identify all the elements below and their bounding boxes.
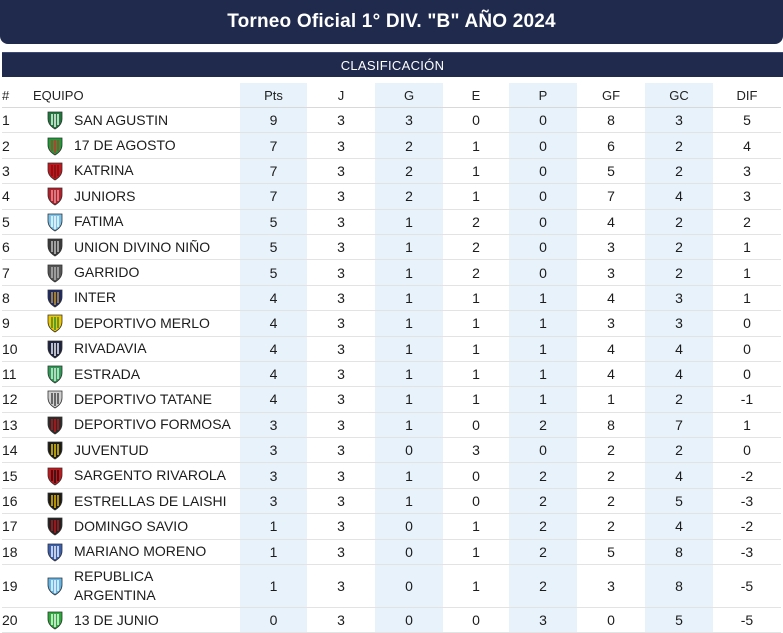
g-cell: 2	[375, 133, 443, 158]
e-cell: 2	[443, 260, 509, 285]
table-row	[2, 184, 781, 209]
table-row	[2, 412, 781, 437]
team-cell	[33, 209, 240, 234]
union-divino-nino-crest	[44, 236, 66, 258]
p-cell: 0	[509, 158, 577, 183]
gf-cell: 2	[577, 514, 645, 539]
j-cell: 3	[307, 412, 375, 437]
header-gf: GF	[577, 83, 645, 108]
gf-cell: 3	[577, 260, 645, 285]
dif-cell: -2	[713, 463, 781, 488]
gf-cell: 5	[577, 539, 645, 564]
p-cell: 0	[509, 209, 577, 234]
e-cell: 1	[443, 514, 509, 539]
team-cell	[33, 514, 240, 539]
dif-cell: -5	[713, 608, 781, 633]
team-name: INTER	[74, 289, 116, 306]
e-cell: 1	[443, 539, 509, 564]
pts-cell: 3	[240, 463, 307, 488]
j-cell: 3	[307, 260, 375, 285]
g-cell: 1	[375, 209, 443, 234]
pts-cell: 3	[240, 438, 307, 463]
e-cell: 1	[443, 361, 509, 386]
header-p: P	[509, 83, 577, 108]
gf-cell: 0	[577, 608, 645, 633]
gc-cell: 2	[645, 234, 713, 259]
p-cell: 1	[509, 311, 577, 336]
p-cell: 2	[509, 565, 577, 608]
p-cell: 2	[509, 539, 577, 564]
gc-cell: 4	[645, 514, 713, 539]
e-cell: 1	[443, 184, 509, 209]
j-cell: 3	[307, 463, 375, 488]
juventud-crest	[44, 439, 66, 461]
gc-cell: 2	[645, 158, 713, 183]
p-cell: 2	[509, 412, 577, 437]
j-cell: 3	[307, 234, 375, 259]
e-cell: 2	[443, 234, 509, 259]
estrada-crest	[44, 363, 66, 385]
team-cell	[33, 158, 240, 183]
dif-cell: 1	[713, 260, 781, 285]
j-cell: 3	[307, 565, 375, 608]
dif-cell: -5	[713, 565, 781, 608]
e-cell: 1	[443, 285, 509, 310]
dif-cell: 5	[713, 108, 781, 133]
gf-cell: 5	[577, 158, 645, 183]
gc-cell: 3	[645, 108, 713, 133]
team-cell	[33, 387, 240, 412]
header-row	[2, 83, 781, 108]
e-cell: 0	[443, 463, 509, 488]
team-name: DOMINGO SAVIO	[74, 517, 189, 534]
gc-cell: 8	[645, 565, 713, 608]
gf-cell: 3	[577, 311, 645, 336]
gf-cell: 6	[577, 133, 645, 158]
republica-argentina-crest	[44, 575, 66, 597]
gf-cell: 3	[577, 234, 645, 259]
header-j: J	[307, 83, 375, 108]
team-cell	[33, 184, 240, 209]
pts-cell: 4	[240, 285, 307, 310]
p-cell: 1	[509, 336, 577, 361]
gc-cell: 2	[645, 387, 713, 412]
gf-cell: 8	[577, 108, 645, 133]
table-row	[2, 158, 781, 183]
position-cell: 5	[2, 209, 33, 234]
j-cell: 3	[307, 209, 375, 234]
j-cell: 3	[307, 336, 375, 361]
team-name: REPUBLICA ARGENTINA	[74, 568, 156, 604]
standings-table	[2, 83, 781, 633]
table-row	[2, 565, 781, 608]
p-cell: 2	[509, 463, 577, 488]
g-cell: 1	[375, 285, 443, 310]
gc-cell: 8	[645, 539, 713, 564]
e-cell: 1	[443, 387, 509, 412]
p-cell: 3	[509, 608, 577, 633]
gf-cell: 2	[577, 438, 645, 463]
san-agustin-crest	[44, 109, 66, 131]
p-cell: 0	[509, 133, 577, 158]
p-cell: 2	[509, 514, 577, 539]
gc-cell: 2	[645, 209, 713, 234]
estrellas-de-laishi-crest	[44, 490, 66, 512]
team-name: GARRIDO	[74, 264, 140, 281]
title-bar	[0, 0, 783, 44]
dif-cell: 3	[713, 184, 781, 209]
table-row	[2, 361, 781, 386]
gc-cell: 2	[645, 260, 713, 285]
dif-cell: 3	[713, 158, 781, 183]
gf-cell: 4	[577, 209, 645, 234]
table-row	[2, 608, 781, 633]
position-cell: 19	[2, 565, 33, 608]
team-cell	[33, 412, 240, 437]
g-cell: 1	[375, 336, 443, 361]
position-cell: 17	[2, 514, 33, 539]
position-cell: 12	[2, 387, 33, 412]
e-cell: 0	[443, 608, 509, 633]
gc-cell: 5	[645, 608, 713, 633]
mariano-moreno-crest	[44, 541, 66, 563]
g-cell: 1	[375, 260, 443, 285]
p-cell: 1	[509, 361, 577, 386]
g-cell: 2	[375, 158, 443, 183]
gc-cell: 4	[645, 463, 713, 488]
gc-cell: 2	[645, 438, 713, 463]
header-g: G	[375, 83, 443, 108]
pts-cell: 7	[240, 184, 307, 209]
team-cell	[33, 336, 240, 361]
e-cell: 0	[443, 488, 509, 513]
dif-cell: -1	[713, 387, 781, 412]
gf-cell: 4	[577, 361, 645, 386]
katrina-crest	[44, 160, 66, 182]
gc-cell: 5	[645, 488, 713, 513]
position-cell: 10	[2, 336, 33, 361]
e-cell: 3	[443, 438, 509, 463]
inter-crest	[44, 287, 66, 309]
g-cell: 1	[375, 387, 443, 412]
g-cell: 1	[375, 463, 443, 488]
team-name: FATIMA	[74, 213, 124, 230]
pts-cell: 0	[240, 608, 307, 633]
standings-body	[2, 108, 781, 633]
team-cell	[33, 285, 240, 310]
pts-cell: 7	[240, 133, 307, 158]
pts-cell: 5	[240, 209, 307, 234]
header-e: E	[443, 83, 509, 108]
j-cell: 3	[307, 387, 375, 412]
deportivo-tatane-crest	[44, 388, 66, 410]
j-cell: 3	[307, 539, 375, 564]
position-cell: 9	[2, 311, 33, 336]
gc-cell: 2	[645, 133, 713, 158]
e-cell: 1	[443, 336, 509, 361]
table-row	[2, 133, 781, 158]
position-cell: 18	[2, 539, 33, 564]
team-cell	[33, 488, 240, 513]
g-cell: 1	[375, 234, 443, 259]
team-name: SARGENTO RIVAROLA	[74, 467, 226, 484]
gc-cell: 3	[645, 311, 713, 336]
table-row	[2, 514, 781, 539]
header-gc: GC	[645, 83, 713, 108]
j-cell: 3	[307, 514, 375, 539]
17-de-agosto-crest	[44, 135, 66, 157]
table-row	[2, 234, 781, 259]
pts-cell: 7	[240, 158, 307, 183]
g-cell: 1	[375, 311, 443, 336]
gf-cell: 3	[577, 565, 645, 608]
domingo-savio-crest	[44, 515, 66, 537]
team-name: DEPORTIVO FORMOSA	[74, 416, 231, 433]
e-cell: 1	[443, 158, 509, 183]
section-bar	[2, 52, 783, 77]
team-cell	[33, 565, 240, 608]
rivadavia-crest	[44, 338, 66, 360]
p-cell: 2	[509, 488, 577, 513]
team-name: JUNIORS	[74, 187, 136, 204]
garrido-crest	[44, 262, 66, 284]
position-cell: 13	[2, 412, 33, 437]
dif-cell: 1	[713, 285, 781, 310]
j-cell: 3	[307, 488, 375, 513]
team-name: JUVENTUD	[74, 441, 149, 458]
section-title: CLASIFICACIÓN	[340, 57, 445, 73]
table-row	[2, 539, 781, 564]
gf-cell: 4	[577, 285, 645, 310]
position-cell: 14	[2, 438, 33, 463]
j-cell: 3	[307, 608, 375, 633]
g-cell: 0	[375, 539, 443, 564]
pts-cell: 9	[240, 108, 307, 133]
team-name: DEPORTIVO TATANE	[74, 390, 212, 407]
table-row	[2, 336, 781, 361]
dif-cell: 1	[713, 412, 781, 437]
team-cell	[33, 438, 240, 463]
j-cell: 3	[307, 311, 375, 336]
team-name: 17 DE AGOSTO	[74, 137, 176, 154]
pts-cell: 1	[240, 514, 307, 539]
gc-cell: 3	[645, 285, 713, 310]
gf-cell: 8	[577, 412, 645, 437]
j-cell: 3	[307, 158, 375, 183]
g-cell: 0	[375, 565, 443, 608]
table-row	[2, 463, 781, 488]
gc-cell: 4	[645, 336, 713, 361]
gc-cell: 7	[645, 412, 713, 437]
table-row	[2, 260, 781, 285]
j-cell: 3	[307, 108, 375, 133]
dif-cell: 0	[713, 438, 781, 463]
table-row	[2, 438, 781, 463]
j-cell: 3	[307, 184, 375, 209]
pts-cell: 1	[240, 565, 307, 608]
e-cell: 1	[443, 565, 509, 608]
gf-cell: 2	[577, 488, 645, 513]
g-cell: 1	[375, 412, 443, 437]
team-name: KATRINA	[74, 162, 134, 179]
team-cell	[33, 311, 240, 336]
deportivo-merlo-crest	[44, 312, 66, 334]
table-row	[2, 209, 781, 234]
gf-cell: 4	[577, 336, 645, 361]
e-cell: 0	[443, 108, 509, 133]
team-cell	[33, 539, 240, 564]
g-cell: 0	[375, 438, 443, 463]
pts-cell: 4	[240, 361, 307, 386]
pts-cell: 4	[240, 311, 307, 336]
team-name: UNION DIVINO NIÑO	[74, 238, 211, 255]
team-name: DEPORTIVO MERLO	[74, 314, 210, 331]
team-name: MARIANO MORENO	[74, 543, 207, 560]
p-cell: 1	[509, 387, 577, 412]
g-cell: 1	[375, 361, 443, 386]
fatima-crest	[44, 211, 66, 233]
position-cell: 15	[2, 463, 33, 488]
position-cell: 1	[2, 108, 33, 133]
j-cell: 3	[307, 361, 375, 386]
dif-cell: -3	[713, 488, 781, 513]
g-cell: 3	[375, 108, 443, 133]
e-cell: 2	[443, 209, 509, 234]
position-cell: 3	[2, 158, 33, 183]
juniors-crest	[44, 185, 66, 207]
dif-cell: 0	[713, 361, 781, 386]
team-name: ESTRELLAS DE LAISHI	[74, 492, 227, 509]
dif-cell: 1	[713, 234, 781, 259]
table-row	[2, 488, 781, 513]
team-cell	[33, 260, 240, 285]
p-cell: 0	[509, 184, 577, 209]
g-cell: 1	[375, 488, 443, 513]
pts-cell: 4	[240, 336, 307, 361]
pts-cell: 5	[240, 234, 307, 259]
p-cell: 1	[509, 285, 577, 310]
gf-cell: 1	[577, 387, 645, 412]
team-cell	[33, 463, 240, 488]
pts-cell: 1	[240, 539, 307, 564]
team-name: SAN AGUSTIN	[74, 111, 169, 128]
header-team: EQUIPO	[33, 83, 240, 108]
position-cell: 11	[2, 361, 33, 386]
pts-cell: 4	[240, 387, 307, 412]
team-name: RIVADAVIA	[74, 340, 147, 357]
team-name: ESTRADA	[74, 365, 141, 382]
g-cell: 0	[375, 608, 443, 633]
team-cell	[33, 361, 240, 386]
gc-cell: 4	[645, 361, 713, 386]
team-cell	[33, 234, 240, 259]
team-name: 13 DE JUNIO	[74, 611, 159, 628]
gf-cell: 7	[577, 184, 645, 209]
sargento-rivarola-crest	[44, 465, 66, 487]
dif-cell: 0	[713, 336, 781, 361]
dif-cell: -3	[713, 539, 781, 564]
pts-cell: 3	[240, 412, 307, 437]
header-dif: DIF	[713, 83, 781, 108]
p-cell: 0	[509, 108, 577, 133]
j-cell: 3	[307, 285, 375, 310]
g-cell: 0	[375, 514, 443, 539]
team-cell	[33, 608, 240, 633]
dif-cell: 2	[713, 209, 781, 234]
j-cell: 3	[307, 133, 375, 158]
position-cell: 20	[2, 608, 33, 633]
p-cell: 0	[509, 438, 577, 463]
dif-cell: -2	[713, 514, 781, 539]
table-row	[2, 387, 781, 412]
j-cell: 3	[307, 438, 375, 463]
header-pos: #	[2, 83, 33, 108]
p-cell: 0	[509, 260, 577, 285]
e-cell: 1	[443, 311, 509, 336]
position-cell: 16	[2, 488, 33, 513]
e-cell: 1	[443, 133, 509, 158]
pts-cell: 3	[240, 488, 307, 513]
position-cell: 8	[2, 285, 33, 310]
dif-cell: 0	[713, 311, 781, 336]
gc-cell: 4	[645, 184, 713, 209]
position-cell: 7	[2, 260, 33, 285]
page-title: Torneo Oficial 1° DIV. "B" AÑO 2024	[227, 11, 556, 32]
header-pts: Pts	[240, 83, 307, 108]
team-cell	[33, 108, 240, 133]
pts-cell: 5	[240, 260, 307, 285]
gf-cell: 2	[577, 463, 645, 488]
g-cell: 2	[375, 184, 443, 209]
table-row	[2, 108, 781, 133]
table-row	[2, 285, 781, 310]
position-cell: 6	[2, 234, 33, 259]
position-cell: 2	[2, 133, 33, 158]
deportivo-formosa-crest	[44, 414, 66, 436]
dif-cell: 4	[713, 133, 781, 158]
e-cell: 0	[443, 412, 509, 437]
team-cell	[33, 133, 240, 158]
table-row	[2, 311, 781, 336]
position-cell: 4	[2, 184, 33, 209]
p-cell: 0	[509, 234, 577, 259]
